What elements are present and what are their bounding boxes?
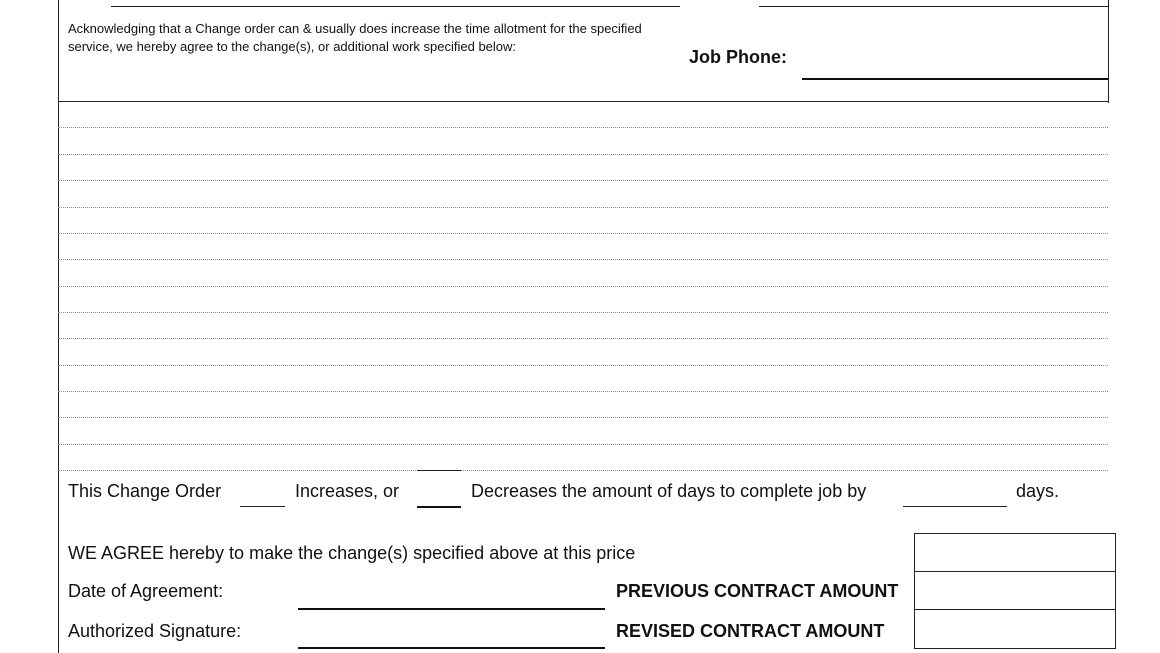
description-line[interactable] <box>58 470 1108 471</box>
job-phone-label: Job Phone: <box>689 47 787 67</box>
description-line[interactable] <box>58 127 1108 128</box>
revised-amount-box[interactable] <box>914 609 1116 649</box>
intro-text: Acknowledging that a Change order can & usually does increase the time allotment for the specified service, we hereby agree to the change(s), or additional work specified below: <box>68 21 642 54</box>
signature-input[interactable] <box>298 647 605 649</box>
revised-amount-label: REVISED CONTRACT AMOUNT <box>616 621 885 641</box>
days-suffix: days. <box>1016 481 1060 501</box>
description-line[interactable] <box>58 180 1108 181</box>
change-order-prefix: This Change Order <box>68 481 222 501</box>
job-phone-input[interactable] <box>802 78 1108 80</box>
section-divider <box>58 101 1109 102</box>
previous-amount-label: PREVIOUS CONTRACT AMOUNT <box>616 581 899 601</box>
description-line[interactable] <box>58 233 1108 234</box>
previous-amount-box[interactable] <box>914 571 1116 611</box>
decreases-label: Decreases the amount of days to complete job by <box>471 481 867 501</box>
days-input[interactable] <box>903 506 1007 507</box>
decreases-blank[interactable] <box>417 506 461 508</box>
increases-blank[interactable] <box>240 506 285 507</box>
description-line[interactable] <box>58 286 1108 287</box>
description-line[interactable] <box>58 365 1108 366</box>
description-line[interactable] <box>58 154 1108 155</box>
top-field-line-left <box>111 6 680 7</box>
date-input[interactable] <box>298 608 605 610</box>
agreed-price-box[interactable] <box>914 533 1116 573</box>
signature-label: Authorized Signature: <box>68 621 242 641</box>
description-line[interactable] <box>58 259 1108 260</box>
date-label: Date of Agreement: <box>68 581 224 601</box>
decreases-blank-top <box>417 470 461 471</box>
description-line[interactable] <box>58 391 1108 392</box>
form-left-border <box>58 0 59 653</box>
description-line[interactable] <box>58 207 1108 208</box>
description-line[interactable] <box>58 444 1108 445</box>
top-field-line-right <box>759 6 1109 7</box>
form-right-border <box>1108 0 1109 103</box>
description-line[interactable] <box>58 338 1108 339</box>
agree-text: WE AGREE hereby to make the change(s) specified above at this price <box>68 543 636 563</box>
increases-label: Increases, or <box>295 481 400 501</box>
description-line[interactable] <box>58 312 1108 313</box>
description-line[interactable] <box>58 417 1108 418</box>
